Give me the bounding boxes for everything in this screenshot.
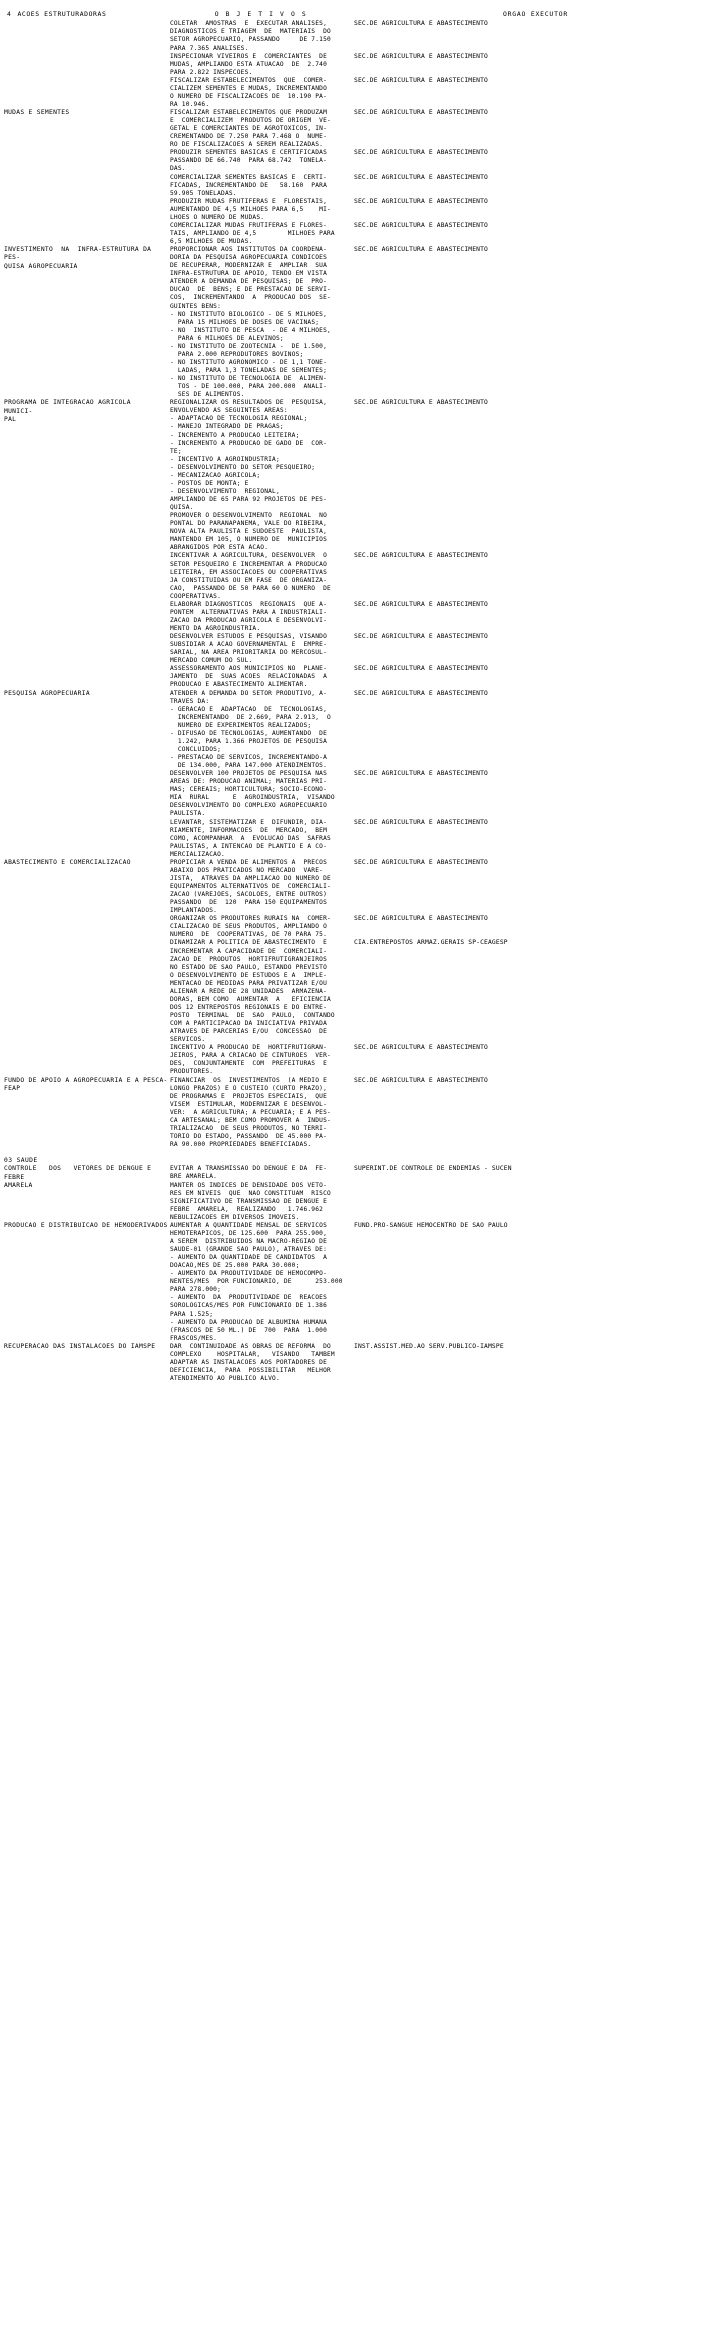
action-label: MUDAS E SEMENTES <box>4 109 70 117</box>
org-cell <box>354 1222 717 1343</box>
table-row <box>4 20 717 52</box>
objective-text: COMO, ACOMPANHAR A EVOLUCAO DAS SAFRAS PAULISTAS, A INTENCAO DE PLANTIO E A CO- MERCIALIZACAO. <box>170 834 331 858</box>
objective-text: FISCALIZAR ESTABELECIMENTOS QUE COMER- CIALIZEM SEMENTES E MUDAS, INCREMENTANDO O NUMERO DE FISCALIZACOES DE 10.190 PA- RA 10.946. <box>170 76 328 108</box>
objective-text: FINANCIAR OS INVESTIMENTOS (A MEDIO E LONGO PRAZOS) E O CUSTEIO (CURTO PRAZO), DE PROGRAMAS E PROJETOS ESPECIAIS, QUE VISEM ESTIMULAR, MODERNIZAR E DESENVOL- VER: A AGRICULTURA; A PECUARIA; E A PES- CA ARTESANAL; BEM COMO PROMOVER A INDUS- TRIALIZACAO DE SEUS PRODUTOS, NO TERRI- TORIO DO ESTADO, PASSANDO DE 45.000 PA- RA 90.000 PROPRIEDADES BENEFICIADAS. <box>170 1076 331 1149</box>
objective-text: EVITAR A TRANSMISSAO DO DENGUE E DA FE- BRE AMARELA. MANTER OS INDICES DE DENSIDADE DOS VETO- RES EM NIVEIS QUE NAO CONSTITUAM RISCO SIGNIFICATIVO DE TRANSMISSAO DE DENGUE E <box>170 1165 331 1205</box>
org-cell <box>354 819 717 835</box>
table-row <box>4 149 717 173</box>
org-label: CIA.ENTREPOSTOS ARMAZ.GERAIS SP-CEAGESP <box>354 939 508 947</box>
objective-text: INCENTIVAR A AGRICULTURA, DESENVOLVER O SETOR PESQUEIRO E INCREMENTAR A PRODUCAO LEITEIRA, EM ASSOCIACOES OU COOPERATIVAS JA CONSTITUIDAS OU EM FASE DE ORGANIZA- CAO, PASSANDO DE 50 PARA 60 O NUMERO DE COOPERATIVAS. <box>170 552 331 600</box>
org-cell <box>354 1149 717 1165</box>
action-cell <box>4 859 168 915</box>
org-cell <box>354 1077 717 1150</box>
org-label: SEC.DE AGRICULTURA E ABASTECIMENTO <box>354 109 488 117</box>
org-cell <box>354 690 717 771</box>
objective-cell <box>170 246 352 399</box>
org-label: SEC.DE AGRICULTURA E ABASTECIMENTO <box>354 665 488 673</box>
org-cell <box>354 149 717 173</box>
table-row <box>4 552 717 600</box>
action-label: PESQUISA AGROPECUARIA <box>4 689 90 697</box>
objective-text: FEBRE AMARELA, REALIZANDO 1.746.962 NEBULIZACOES EM DIVERSOS IMOVEIS. <box>170 1205 324 1221</box>
table-row <box>4 109 717 149</box>
action-cell <box>4 1165 168 1205</box>
action-label: PRODUCAO E DISTRIBUICAO DE HEMODERIVADOS <box>4 1221 168 1229</box>
action-cell <box>4 633 168 665</box>
objective-text: PROPICIAR A VENDA DE ALIMENTOS A PRECOS ABAIXO DOS PRATICADOS NO MERCADO VARE- JISTA, ATRAVES DA AMPLIACAO DO NUMERO DE EQUIPAMENTOS ALTERNATIVOS DE COMERCIALI- ZACAO (VAREJOES, SACOLOES, ENTRE OUTROS) PASSANDO DE 120 PARA 150 EQUIPAMENTOS IMPLANTADOS. <box>170 858 331 915</box>
org-cell <box>354 1044 717 1076</box>
section-code: 03 SAUDE <box>4 1157 38 1165</box>
org-cell <box>354 835 717 859</box>
table-row <box>4 198 717 222</box>
org-cell <box>354 633 717 665</box>
org-cell <box>354 552 717 600</box>
objective-text: PROMOVER O DESENVOLVIMENTO REGIONAL NO PONTAL DO PARANAPANEMA, VALE DO RIBEIRA, NOVA ALTA PAULISTA E SUDOESTE PAULISTA, MANTENDO EM 105, O NUMERO DE MUNICIPIOS ABRANGIDOS POR ESTA ACAO. <box>170 512 328 552</box>
org-cell <box>354 1165 717 1205</box>
objective-cell <box>170 222 352 246</box>
objective-cell <box>170 53 352 77</box>
org-label: SUPERINT.DE CONTROLE DE ENDEMIAS - SUCEN <box>354 1165 512 1173</box>
objective-cell <box>170 174 352 198</box>
org-cell <box>354 20 717 52</box>
action-label: ABASTECIMENTO E COMERCIALIZACAO <box>4 858 131 866</box>
org-cell <box>354 480 717 512</box>
table-row <box>4 770 717 818</box>
org-label: SEC.DE AGRICULTURA E ABASTECIMENTO <box>354 76 488 84</box>
objective-text: ATENDER A DEMANDA DO SETOR PRODUTIVO, A- TRAVES DA: - GERACAO E ADAPTACAO DE TECNOLOGIAS, INCREMENTANDO DE 2.669, PARA 2.913, O NUMERO DE EXPERIMENTOS REALIZADOS; - DIFUSAO DE TECNOLOGIAS, AUMENTANDO DE 1.242, PARA 1.366 PROJETOS DE PESQUISA CONCLUIDOS; - PRESTACAO DE SERVICOS, INCREMENTANDO-A DE 134.000, PARA 147.000 ATENDIMENTOS. <box>170 689 331 770</box>
action-cell <box>4 1343 168 1383</box>
org-label: SEC.DE AGRICULTURA E ABASTECIMENTO <box>354 221 488 229</box>
objective-cell <box>170 1165 352 1205</box>
objective-cell <box>170 859 352 915</box>
objective-cell <box>170 1343 352 1383</box>
objective-cell <box>170 1222 352 1343</box>
section-heading-row <box>4 1149 717 1165</box>
action-label: FUNDO DE APOIO A AGROPECUARIA E A PESCA- FEAP <box>4 1076 168 1092</box>
table-row <box>4 690 717 771</box>
action-cell <box>4 480 168 512</box>
table-row <box>4 939 717 1044</box>
objective-cell <box>170 109 352 149</box>
org-cell <box>354 770 717 818</box>
table-row <box>4 1165 717 1205</box>
table-row <box>4 246 717 399</box>
action-cell <box>4 601 168 633</box>
objective-cell <box>170 1149 352 1165</box>
org-cell <box>354 174 717 198</box>
objective-text: INCENTIVO A PRODUCAO DE HORTIFRUTIGRAN- JEIROS, PARA A CRIACAO DE CINTUROES VER- DES, CONJUNTAMENTE COM PREFEITURAS E PRODUTORES. <box>170 1044 331 1076</box>
objective-text: PROPORCIONAR AOS INSTITUTOS DA COORDENA- DORIA DA PESQUISA AGROPECUARIA CONDICOES DE RECUPERAR, MODERNIZAR E AMPLIAR SUA INFRA-ESTRUTURA DE APOIO, TENDO EM VISTA ATENDER A DEMANDA DE PESQUISAS; DE PRO- DUCAO DE BENS; E DE PRESTACAO DE SERVI- COS, INCREMENTANDO A PRODUCAO DOS SE- GUINTES BENS: - NO INSTITUTO BIOLOGICO - DE 5 MILHOES, PARA 15 MILHOES DE DOSES DE VACINAS; - NO INSTITUTO DE PESCA - DE 4 MILHOES, PARA 6 MILHOES DE ALEVINOS; - NO INSTITUTO DE ZOOTECNIA - DE 1.500, PARA 2.000 REPRODUTORES BOVINOS; - NO INSTITUTO AGRONOMICO - DE 1,1 TONE- LADAS, PARA 1,3 TONELADAS DE SEMENTES; - NO INSTITUTO DE TECNOLOGIA DE ALIMEN- TOS - DE 100.000, PARA 200.000 ANALI- SES DE ALIMENTOS. <box>170 246 331 399</box>
objective-text: PRODUZIR MUDAS FRUTIFERAS E FLORESTAIS, AUMENTANDO DE 4,5 MILHOES PARA 6,5 MI- LHOES O NUMERO DE MUDAS. <box>170 197 331 221</box>
action-cell <box>4 109 168 149</box>
action-cell <box>4 819 168 835</box>
objective-text: PRODUZIR SEMENTES BASICAS E CERTIFICADAS PASSANDO DE 66.740 PARA 68.742 TONELA- DAS. <box>170 149 328 173</box>
rows-body <box>4 20 717 1383</box>
action-cell <box>4 246 168 399</box>
action-cell <box>4 939 168 1044</box>
org-label: SEC.DE AGRICULTURA E ABASTECIMENTO <box>354 246 488 254</box>
org-label: SEC.DE AGRICULTURA E ABASTECIMENTO <box>354 770 488 778</box>
objective-cell <box>170 1077 352 1150</box>
action-cell <box>4 915 168 939</box>
objective-text: COMERCIALIZAR SEMENTES BASICAS E CERTI- FICADAS, INCREMENTANDO DE 58.160 PARA 59.905 TONELADAS. <box>170 173 328 197</box>
action-cell <box>4 1077 168 1150</box>
objective-cell <box>170 770 352 818</box>
action-cell <box>4 77 168 109</box>
header-action-number: 4 <box>7 10 12 18</box>
org-cell <box>354 246 717 399</box>
org-cell <box>354 77 717 109</box>
org-cell <box>354 665 717 689</box>
table-row <box>4 77 717 109</box>
header-org-label: ORGAO EXECUTOR <box>502 10 569 18</box>
org-cell <box>354 601 717 633</box>
objective-cell <box>170 1044 352 1076</box>
org-cell <box>354 399 717 480</box>
objective-cell <box>170 915 352 939</box>
objective-cell <box>170 77 352 109</box>
org-label: SEC.DE AGRICULTURA E ABASTECIMENTO <box>354 173 488 181</box>
objective-cell <box>170 198 352 222</box>
table-row <box>4 1077 717 1150</box>
org-cell <box>354 222 717 246</box>
objective-text: COMERCIALIZAR MUDAS FRUTIFERAS E FLORES- TAIS, AMPLIANDO DE 4,5 MILHOES PARA 6,5 MILHOES DE MUDAS. <box>170 221 335 246</box>
org-label: SEC.DE AGRICULTURA E ABASTECIMENTO <box>354 818 488 826</box>
objective-text: REGIONALIZAR OS RESULTADOS DE PESQUISA, ENVOLVENDO AS SEGUINTES AREAS: - ADAPTACAO DE TECNOLOGIA REGIONAL; - MANEJO INTEGRADO DE PRAGAS; - INCREMENTO A PRODUCAO LEITEIRA; - INCREMENTO A PRODUCAO DE GADO DE COR- TE; - INCENTIVO A AGROINDUSTRIA; - DESENVOLVIMENTO DO SETOR PESQUEIRO; - MECANIZACAO AGRICOLA; <box>170 399 328 479</box>
org-label: SEC.DE AGRICULTURA E ABASTECIMENTO <box>354 20 488 28</box>
objective-cell <box>170 819 352 835</box>
table-row <box>4 601 717 633</box>
action-cell <box>4 835 168 859</box>
org-label: SEC.DE AGRICULTURA E ABASTECIMENTO <box>354 633 488 641</box>
objective-cell <box>170 1206 352 1222</box>
org-label: SEC.DE AGRICULTURA E ABASTECIMENTO <box>354 915 488 923</box>
action-cell <box>4 1206 168 1222</box>
objective-cell <box>170 20 352 52</box>
org-label: SEC.DE AGRICULTURA E ABASTECIMENTO <box>354 600 488 608</box>
objective-text: ORGANIZAR OS PRODUTORES RURAIS NA COMER- CIALIZACAO DE SEUS PRODUTOS, AMPLIANDO O NUMERO DE COOPERATIVAS, DE 70 PARA 75. <box>170 915 331 939</box>
table-row <box>4 1044 717 1076</box>
org-cell <box>354 512 717 552</box>
table-row <box>4 1206 717 1222</box>
table-header-row <box>4 4 717 18</box>
org-label: SEC.DE AGRICULTURA E ABASTECIMENTO <box>354 149 488 157</box>
org-cell <box>354 915 717 939</box>
objective-cell <box>170 633 352 665</box>
objective-text: DESENVOLVER ESTUDOS E PESQUISAS, VISANDO SUBSIDIAR A ACAO GOVERNAMENTAL E EMPRE- SARIAL, NA AREA PRIORITARIA DO MERCOSUL- MERCADO COMUM DO SUL. <box>170 633 328 665</box>
table-body <box>4 4 717 20</box>
table-row <box>4 53 717 77</box>
objective-text: AUMENTAR A QUANTIDADE MENSAL DE SERVICOS HEMOTERAPICOS, DE 125.600 PARA 255.900, A SEREM DISTRIBUIDOS NA MACRO-REGIAO DE SAUDE-01 (GRANDE SAO PAULO), ATRAVES DE: - AUMENTO DA QUANTIDADE DE CANDIDATOS A DOACAO,MES DE 25.000 PARA 30.000; - AUMENTO DA PRODUTIVIDADE DE HEMOCOMPO- NENTES/MES POR FUNCIONARIO, DE 253.000 PARA 278.000; - AUMENTO DA PRODUTIVIDADE DE REACOES SOROLOGICAS/MES POR FUNCIONARIO DE 1.386 PARA 1.525; - AUMENTO DA PRODUCAO DE ALBUMINA HUMANA (FRASCOS DE 50 ML.) DE 700 PARA 1.000 FRASCOS/MES. <box>170 1221 343 1342</box>
org-label: SEC.DE AGRICULTURA E ABASTECIMENTO <box>354 858 488 866</box>
objective-text: ELABORAR DIAGNOSTICOS REGIONAIS QUE A- PONTEM ALTERNATIVAS PARA A INDUSTRIALI- ZACAO DA PRODUCAO AGRICOLA E DESENVOLVI- MENTO DA AGROINDUSTRIA. <box>170 600 328 633</box>
objective-text: FISCALIZAR ESTABELECIMENTOS QUE PRODUZAM E COMERCIALIZEM PRODUTOS DE ORIGEM VE- GETAL E COMERCIANTES DE AGROTOXICOS, IN- CREMENTANDO DE 7.250 PARA 7.468 O NUME- RO DE FISCALIZACOES A SEREM REALIZADAS. <box>170 109 331 149</box>
org-cell <box>354 1343 717 1383</box>
org-cell <box>354 109 717 149</box>
table-row <box>4 480 717 512</box>
action-cell <box>4 770 168 818</box>
action-cell <box>4 53 168 77</box>
org-label: SEC.DE AGRICULTURA E ABASTECIMENTO <box>354 52 488 60</box>
objective-cell <box>170 665 352 689</box>
header-cell-actions <box>4 4 168 18</box>
objective-cell <box>170 399 352 480</box>
objective-cell <box>170 939 352 1044</box>
action-cell <box>4 20 168 52</box>
action-cell <box>4 512 168 552</box>
header-objectives-label: O B J E T I V O S <box>214 10 308 18</box>
rows-table <box>4 20 717 1383</box>
table-row <box>4 835 717 859</box>
objective-text: DAR CONTINUIDADE AS OBRAS DE REFORMA DO COMPLEXO HOSPITALAR, VISANDO TAMBEM ADAPTAR AS INSTALACOES AOS PORTADORES DE DEFICIENCIA, PARA POSSIBILITAR MELHOR ATENDIMENTO AO PUBLICO ALVO. <box>170 1342 335 1382</box>
action-cell <box>4 1044 168 1076</box>
org-label: INST.ASSIST.MED.AO SERV.PUBLICO-IAMSPE <box>354 1342 504 1350</box>
org-cell <box>354 859 717 915</box>
org-label: SEC.DE AGRICULTURA E ABASTECIMENTO <box>354 399 488 407</box>
table-row <box>4 915 717 939</box>
table-row <box>4 1343 717 1383</box>
action-label: CONTROLE DOS VETORES DE DENGUE E FEBRE AMARELA <box>4 1165 152 1189</box>
objective-cell <box>170 480 352 512</box>
objective-cell <box>170 552 352 600</box>
org-cell <box>354 53 717 77</box>
table-row <box>4 633 717 665</box>
objectives-table <box>4 4 717 20</box>
table-row <box>4 399 717 480</box>
objective-text: INSPECIONAR VIVEIROS E COMERCIANTES DE MUDAS, AMPLIANDO ESTA ATUACAO DE 2.740 PARA 2.822 INSPECOES. <box>170 52 328 76</box>
action-cell <box>4 149 168 173</box>
org-label: SEC.DE AGRICULTURA E ABASTECIMENTO <box>354 197 488 205</box>
table-row <box>4 222 717 246</box>
org-label: FUND.PRO-SANGUE HEMOCENTRO DE SAO PAULO <box>354 1221 508 1229</box>
objective-text: DESENVOLVER 100 PROJETOS DE PESQUISA NAS AREAS DE: PRODUCAO ANIMAL; MATERIAS PRI- MAS; CEREAIS; HORTICULTURA; SOCIO-ECONO- MIA RURAL E AGROINDUSTRIA, VISANDO DESENVOLVIMENTO DO COMPLEXO AGROPECUARIO PAULISTA. <box>170 770 335 818</box>
action-cell <box>4 665 168 689</box>
action-label: RECUPERACAO DAS INSTALACOES DO IAMSPE <box>4 1342 156 1350</box>
action-cell <box>4 198 168 222</box>
action-label: PROGRAMA DE INTEGRACAO AGRICOLA MUNICI- PAL <box>4 399 131 423</box>
table-row <box>4 665 717 689</box>
org-cell <box>354 198 717 222</box>
table-row <box>4 512 717 552</box>
org-label: SEC.DE AGRICULTURA E ABASTECIMENTO <box>354 1044 488 1052</box>
action-label: INVESTIMENTO NA INFRA-ESTRUTURA DA PES- QUISA AGROPECUARIA <box>4 246 152 270</box>
table-row <box>4 859 717 915</box>
org-label: SEC.DE AGRICULTURA E ABASTECIMENTO <box>354 689 488 697</box>
action-cell <box>4 174 168 198</box>
objective-text: DINAMIZAR A POLITICA DE ABASTECIMENTO E INCREMENTAR A CAPACIDADE DE COMERCIALI- ZACAO DE PRODUTOS HORTIFRUTIGRANJEIROS NO ESTADO DE SAO PAULO, ESTANDO PREVISTO O DESENVOLVIMENTO DE ESTUDOS E A IMPLE- MENTACAO DE MEDIDAS PARA PRIVATIZAR E/OU ALIENAR A REDE DE 28 UNIDADES ARMAZENA- DORAS, BEM COMO AUMENTAR A EFICIENCIA DOS 12 ENTREPOSTOS REGIONAIS E DO ENTRE- POSTO TERMINAL DE SAO PAULO, CONTANDO COM A PARTICIPACAO DA INICIATIVA PRIVADA ATRAVES DE PARCERIAS E/OU CONCESSAO DE SERVICOS. <box>170 939 335 1044</box>
objective-cell <box>170 149 352 173</box>
objective-text: ASSESSORAMENTO AOS MUNICIPIOS NO PLANE- JAMENTO DE SUAS ACOES RELACIONADAS A PRODUCAO E ABASTECIMENTO ALIMENTAR. <box>170 665 328 689</box>
header-cell-objectives <box>170 4 352 18</box>
objective-text: LEVANTAR, SISTEMATIZAR E DIFUNDIR, DIA- RIAMENTE, INFORMACOES DE MERCADO, BEM <box>170 818 328 834</box>
header-action-label: ACOES ESTRUTURADORAS <box>17 10 107 18</box>
org-cell <box>354 939 717 1044</box>
objective-cell <box>170 512 352 552</box>
org-cell <box>354 1206 717 1222</box>
objective-text: COLETAR AMOSTRAS E EXECUTAR ANALISES, DIAGNOSTICOS E TRIAGEM DE MATERIAIS DO SETOR AGROPECUARIO, PASSANDO DE 7.150 PARA 7.365 ANALISES. <box>170 20 331 52</box>
section-heading-cell <box>4 1149 168 1165</box>
table-row <box>4 174 717 198</box>
table-row <box>4 819 717 835</box>
objective-cell <box>170 601 352 633</box>
action-cell <box>4 1222 168 1343</box>
table-row <box>4 1222 717 1343</box>
objective-cell <box>170 835 352 859</box>
objective-text: - POSTOS DE MONTA; E - DESENVOLVIMENTO REGIONAL, AMPLIANDO DE 65 PARA 92 PROJETOS DE PES- QUISA. <box>170 479 328 512</box>
action-cell <box>4 552 168 600</box>
action-cell <box>4 399 168 480</box>
org-label: SEC.DE AGRICULTURA E ABASTECIMENTO <box>354 552 488 560</box>
objective-cell <box>170 690 352 771</box>
action-cell <box>4 690 168 771</box>
action-cell <box>4 222 168 246</box>
header-cell-org <box>354 4 717 18</box>
org-label: SEC.DE AGRICULTURA E ABASTECIMENTO <box>354 1076 488 1084</box>
